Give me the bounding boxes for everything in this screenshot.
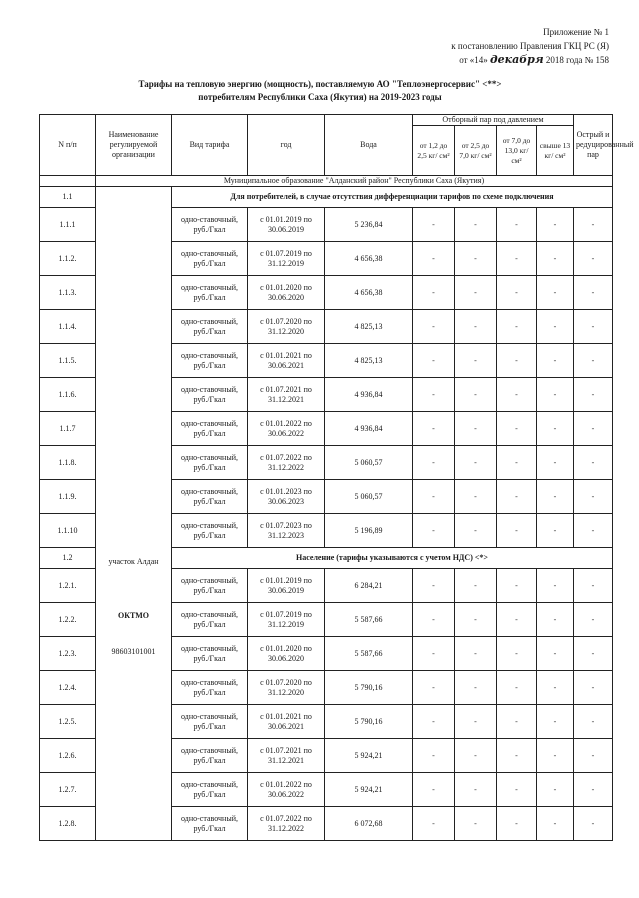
row-dash: - [574, 208, 613, 242]
row-period: с 01.07.2020 по 31.12.2020 [248, 671, 325, 705]
row-dash: - [537, 446, 574, 480]
row-dash: - [413, 480, 455, 514]
row-num: 1.2.6. [40, 739, 96, 773]
header-otbor: Отборный пар под давлением [413, 115, 574, 126]
row-num: 1.2.8. [40, 807, 96, 841]
row-dash: - [413, 378, 455, 412]
row-dash: - [537, 569, 574, 603]
row-voda: 4 825,13 [325, 310, 413, 344]
row-dash: - [574, 739, 613, 773]
row-dash: - [537, 242, 574, 276]
row-vid: одно-ставочный, руб./Гкал [172, 480, 248, 514]
row-period: с 01.01.2019 по 30.06.2019 [248, 208, 325, 242]
row-dash: - [497, 773, 537, 807]
row-dash: - [455, 446, 497, 480]
row-dash: - [497, 446, 537, 480]
document-title [60, 78, 580, 104]
org-cell [96, 187, 172, 841]
header-ostr: Острый и редуцированный пар [574, 115, 613, 176]
row-period: с 01.01.2023 по 30.06.2023 [248, 480, 325, 514]
row-dash: - [413, 637, 455, 671]
row-vid: одно-ставочный, руб./Гкал [172, 242, 248, 276]
row-period: с 01.07.2021 по 31.12.2021 [248, 378, 325, 412]
header-org: Наименование регулируемой организации [96, 115, 172, 176]
row-dash: - [537, 344, 574, 378]
row-num: 1.2.4. [40, 671, 96, 705]
row-dash: - [413, 514, 455, 548]
row-dash: - [574, 480, 613, 514]
row-dash: - [497, 276, 537, 310]
row-period: с 01.07.2022 по 31.12.2022 [248, 446, 325, 480]
row-dash: - [455, 773, 497, 807]
row-vid: одно-ставочный, руб./Гкал [172, 276, 248, 310]
row-voda: 5 924,21 [325, 739, 413, 773]
row-voda: 5 060,57 [325, 480, 413, 514]
row-period: с 01.01.2019 по 30.06.2019 [248, 569, 325, 603]
resolution-date [459, 53, 609, 67]
row-dash: - [413, 310, 455, 344]
row-vid: одно-ставочный, руб./Гкал [172, 378, 248, 412]
row-dash: - [497, 310, 537, 344]
row-dash: - [537, 480, 574, 514]
row-dash: - [537, 378, 574, 412]
row-dash: - [537, 739, 574, 773]
row-dash: - [455, 276, 497, 310]
row-voda: 4 825,13 [325, 344, 413, 378]
row-period: с 01.07.2023 по 31.12.2023 [248, 514, 325, 548]
row-vid: одно-ставочный, руб./Гкал [172, 569, 248, 603]
row-voda: 4 656,38 [325, 276, 413, 310]
row-dash: - [497, 514, 537, 548]
row-dash: - [413, 569, 455, 603]
row-dash: - [413, 739, 455, 773]
row-dash: - [497, 208, 537, 242]
row-vid: одно-ставочный, руб./Гкал [172, 671, 248, 705]
row-vid: одно-ставочный, руб./Гкал [172, 344, 248, 378]
row-num: 1.1.1 [40, 208, 96, 242]
row-num: 1.1.7 [40, 412, 96, 446]
date-month: декабря [490, 53, 544, 66]
row-dash: - [574, 412, 613, 446]
row-dash: - [413, 705, 455, 739]
row-dash: - [574, 378, 613, 412]
row-period: с 01.01.2021 по 30.06.2021 [248, 344, 325, 378]
row-dash: - [574, 705, 613, 739]
row-vid: одно-ставочный, руб./Гкал [172, 739, 248, 773]
row-period: с 01.01.2020 по 30.06.2020 [248, 276, 325, 310]
row-dash: - [537, 773, 574, 807]
row-dash: - [537, 412, 574, 446]
row-vid: одно-ставочный, руб./Гкал [172, 705, 248, 739]
row-dash: - [455, 514, 497, 548]
row-dash: - [455, 344, 497, 378]
row-num: 1.1.6. [40, 378, 96, 412]
row-num: 1.1.8. [40, 446, 96, 480]
appendix-label: Приложение № 1 [543, 27, 609, 37]
row-num: 1.2.3. [40, 637, 96, 671]
row-vid: одно-ставочный, руб./Гкал [172, 208, 248, 242]
row-voda: 4 656,38 [325, 242, 413, 276]
row-dash: - [455, 378, 497, 412]
row-period: с 01.01.2022 по 30.06.2022 [248, 773, 325, 807]
row-dash: - [413, 773, 455, 807]
row-voda: 5 790,16 [325, 705, 413, 739]
section-num: 1.1 [40, 187, 96, 208]
row-dash: - [574, 773, 613, 807]
row-dash: - [497, 671, 537, 705]
row-period: с 01.01.2022 по 30.06.2022 [248, 412, 325, 446]
row-period: с 01.07.2020 по 31.12.2020 [248, 310, 325, 344]
section-row [40, 187, 613, 208]
row-dash: - [537, 637, 574, 671]
row-voda: 6 072,68 [325, 807, 413, 841]
resolution-ref: к постановлению Правления ГКЦ РС (Я) [451, 41, 609, 51]
row-voda: 5 587,66 [325, 637, 413, 671]
row-dash: - [413, 208, 455, 242]
oktmo-label: ОКТМО [117, 611, 150, 620]
row-voda: 5 587,66 [325, 603, 413, 637]
row-vid: одно-ставочный, руб./Гкал [172, 637, 248, 671]
header-god: год [248, 115, 325, 176]
row-num: 1.1.2. [40, 242, 96, 276]
row-dash: - [455, 705, 497, 739]
row-dash: - [574, 807, 613, 841]
header-p2: от 2,5 до 7,0 кг/ см² [455, 126, 497, 176]
row-dash: - [497, 412, 537, 446]
row-vid: одно-ставочный, руб./Гкал [172, 514, 248, 548]
row-dash: - [537, 310, 574, 344]
row-dash: - [497, 807, 537, 841]
row-dash: - [413, 242, 455, 276]
row-voda: 5 196,89 [325, 514, 413, 548]
row-voda: 5 790,16 [325, 671, 413, 705]
title-line-1: Тарифы на тепловую энергию (мощность), поставляемую АО "Теплоэнергосервис" <**> [138, 79, 502, 89]
row-dash: - [497, 705, 537, 739]
row-dash: - [497, 637, 537, 671]
header-voda: Вода [325, 115, 413, 176]
mo-row: Муниципальное образование "Алданский район" Республики Саха (Якутия) [96, 176, 613, 187]
row-dash: - [537, 705, 574, 739]
row-dash: - [537, 807, 574, 841]
row-dash: - [455, 739, 497, 773]
row-dash: - [413, 276, 455, 310]
row-dash: - [497, 344, 537, 378]
row-vid: одно-ставочный, руб./Гкал [172, 446, 248, 480]
header-p3: от 7,0 до 13,0 кг/ см² [497, 126, 537, 176]
row-dash: - [574, 446, 613, 480]
row-num: 1.2.5. [40, 705, 96, 739]
row-dash: - [455, 208, 497, 242]
row-dash: - [413, 671, 455, 705]
row-dash: - [455, 671, 497, 705]
row-period: с 01.07.2019 по 31.12.2019 [248, 242, 325, 276]
row-num: 1.1.10 [40, 514, 96, 548]
row-dash: - [413, 603, 455, 637]
row-period: с 01.01.2020 по 30.06.2020 [248, 637, 325, 671]
row-dash: - [413, 807, 455, 841]
row-dash: - [455, 480, 497, 514]
row-dash: - [574, 569, 613, 603]
row-vid: одно-ставочный, руб./Гкал [172, 412, 248, 446]
row-period: с 01.07.2019 по 31.12.2019 [248, 603, 325, 637]
row-dash: - [413, 344, 455, 378]
tariff-table [39, 114, 634, 841]
header-vid: Вид тарифа [172, 115, 248, 176]
row-period: с 01.01.2021 по 30.06.2021 [248, 705, 325, 739]
row-num: 1.1.4. [40, 310, 96, 344]
row-dash: - [455, 603, 497, 637]
row-dash: - [497, 739, 537, 773]
row-dash: - [413, 446, 455, 480]
row-dash: - [537, 671, 574, 705]
row-voda: 6 284,21 [325, 569, 413, 603]
org-name: участок Алдан [108, 557, 159, 566]
row-dash: - [455, 412, 497, 446]
row-num: 1.1.5. [40, 344, 96, 378]
row-dash: - [455, 637, 497, 671]
row-vid: одно-ставочный, руб./Гкал [172, 603, 248, 637]
row-dash: - [537, 514, 574, 548]
row-dash: - [574, 514, 613, 548]
header-p1: от 1,2 до 2,5 кг/ см² [413, 126, 455, 176]
row-num: 1.2.2. [40, 603, 96, 637]
row-dash: - [497, 603, 537, 637]
row-voda: 4 936,84 [325, 412, 413, 446]
row-dash: - [455, 310, 497, 344]
header-p4: свыше 13 кг/ см² [537, 126, 574, 176]
table-body [40, 176, 613, 841]
row-dash: - [574, 310, 613, 344]
row-dash: - [497, 480, 537, 514]
title-line-2: потребителям Республики Саха (Якутия) на 2019-2023 годы [198, 92, 442, 102]
row-dash: - [455, 807, 497, 841]
row-dash: - [413, 412, 455, 446]
oktmo-code: 98603101001 [111, 647, 156, 656]
row-dash: - [537, 208, 574, 242]
section-title: Для потребителей, в случае отсутствия дифференциации тарифов по схеме подключения [172, 187, 613, 208]
row-vid: одно-ставочный, руб./Гкал [172, 773, 248, 807]
header-num: N п/п [40, 115, 96, 176]
row-period: с 01.07.2022 по 31.12.2022 [248, 807, 325, 841]
row-dash: - [574, 637, 613, 671]
section-title: Население (тарифы указываются с учетом НДС) <*> [172, 548, 613, 569]
row-dash: - [574, 242, 613, 276]
row-dash: - [497, 242, 537, 276]
row-num: 1.1.9. [40, 480, 96, 514]
row-dash: - [574, 344, 613, 378]
row-dash: - [537, 276, 574, 310]
row-voda: 4 936,84 [325, 378, 413, 412]
row-vid: одно-ставочный, руб./Гкал [172, 807, 248, 841]
row-vid: одно-ставочный, руб./Гкал [172, 310, 248, 344]
row-voda: 5 060,57 [325, 446, 413, 480]
date-prefix: от «14» [459, 55, 491, 65]
row-dash: - [497, 378, 537, 412]
row-voda: 5 236,84 [325, 208, 413, 242]
row-dash: - [574, 671, 613, 705]
row-num: 1.2.7. [40, 773, 96, 807]
row-dash: - [537, 603, 574, 637]
row-num: 1.1.3. [40, 276, 96, 310]
mo-spacer [40, 176, 96, 187]
row-dash: - [574, 603, 613, 637]
date-suffix: 2018 года № 158 [543, 55, 609, 65]
section-num: 1.2 [40, 548, 96, 569]
row-dash: - [455, 242, 497, 276]
row-num: 1.2.1. [40, 569, 96, 603]
row-period: с 01.07.2021 по 31.12.2021 [248, 739, 325, 773]
row-voda: 5 924,21 [325, 773, 413, 807]
row-dash: - [497, 569, 537, 603]
row-dash: - [574, 276, 613, 310]
row-dash: - [455, 569, 497, 603]
